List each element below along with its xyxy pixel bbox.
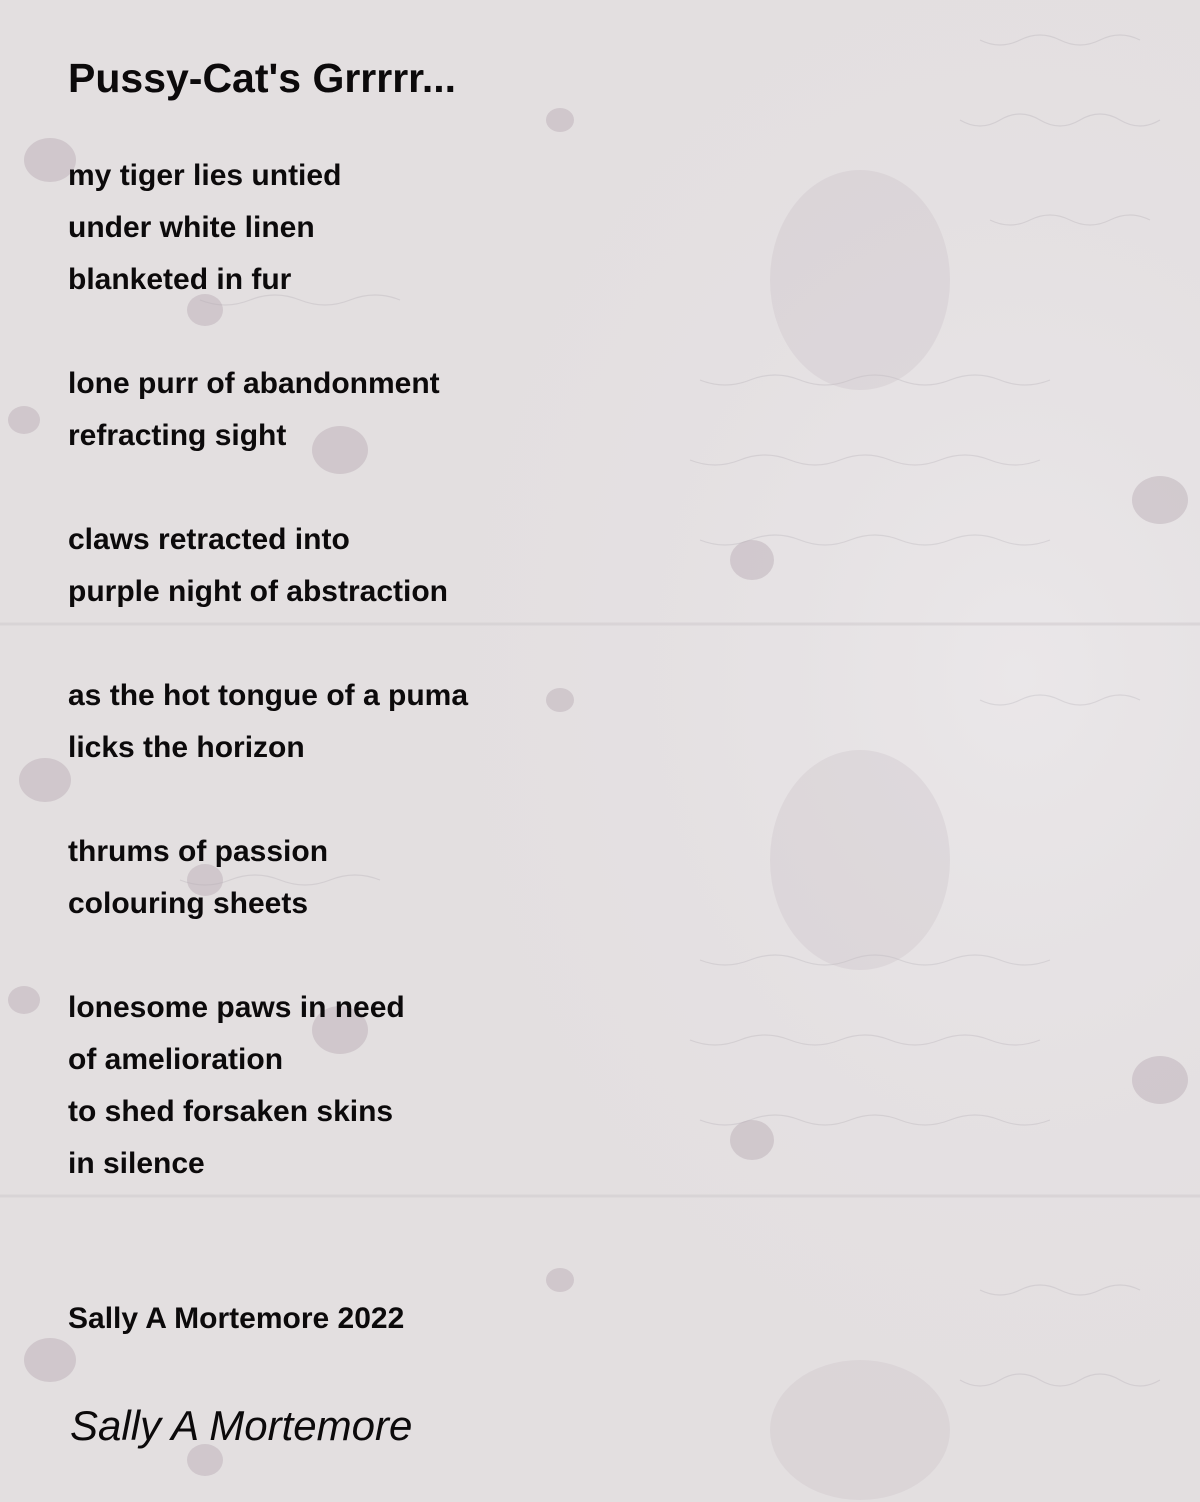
stanza	[68, 358, 468, 462]
poem-line: claws retracted into	[68, 523, 350, 556]
poem-line: in silence	[68, 1147, 205, 1180]
copyright-line: Sally A Mortemore 2022	[68, 1302, 405, 1335]
poem-line: blanketed in fur	[68, 263, 292, 296]
poem-line: my tiger lies untied	[68, 159, 342, 192]
stanza-gap	[68, 774, 468, 826]
poem-line: under white linen	[68, 211, 315, 244]
poem-line: lonesome paws in need	[68, 991, 405, 1024]
stanza	[68, 982, 468, 1190]
stanza-gap	[68, 462, 468, 514]
stanza-gap	[68, 930, 468, 982]
author-name: Sally A Mortemore	[70, 1402, 413, 1449]
stanza	[68, 826, 468, 930]
poem-line: licks the horizon	[68, 731, 305, 764]
stanza-gap	[68, 306, 468, 358]
poem-line: refracting sight	[68, 419, 287, 452]
poem-line: thrums of passion	[68, 835, 329, 868]
poem-line: to shed forsaken skins	[68, 1095, 394, 1128]
stanza	[68, 150, 468, 306]
poem-line: lone purr of abandonment	[68, 367, 440, 400]
poem-body	[68, 150, 468, 1190]
poem-line: as the hot tongue of a puma	[68, 679, 469, 712]
stanza	[68, 670, 468, 774]
poem-line: purple night of abstraction	[68, 575, 448, 608]
stanza-gap	[68, 618, 468, 670]
stanza	[68, 514, 468, 618]
poem-title: Pussy-Cat's Grrrrr...	[68, 55, 457, 101]
poem-line: colouring sheets	[68, 887, 309, 920]
poem-line: of amelioration	[68, 1043, 284, 1076]
